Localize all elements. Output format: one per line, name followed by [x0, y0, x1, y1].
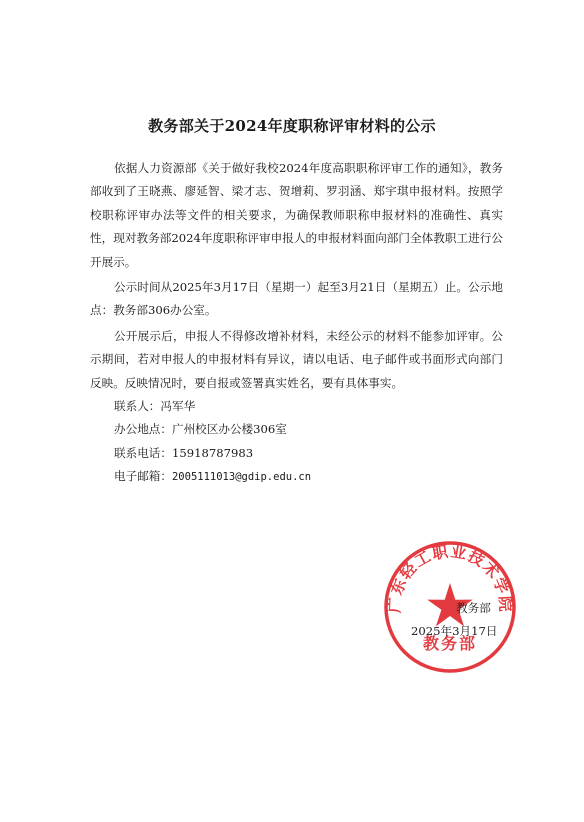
signature-date: 2025年3月17日	[411, 624, 498, 638]
seal-outer-text: 广东轻工职业技术学院	[384, 541, 516, 614]
official-seal	[380, 537, 520, 677]
contact-office: 办公地点：广州校区办公楼306室	[114, 422, 287, 437]
paragraph-objection: 公开展示后，申报人不得修改增补材料，未经公示的材料不能参加评审。公示期间，若对申报人的申报材料有异议，请以电话、电子邮件或书面形式向部门反映。反映情况时，要自报或签署真实姓名，要有具体事实。	[90, 328, 503, 390]
contact-email	[90, 465, 503, 489]
paragraph-intro: 依据人力资源部《关于做好我校2024年度高职职称评审工作的通知》，教务部收到了王晓燕、廖延智、梁才志、贺增莉、罗羽涵、郑宇琪申报材料。按照学校职称评审办法等文件的相关要求，为确保教师职称申报材料的准确性、真实性，现对教务部2024年度职称评审申报人的申报材料面向部门全体教职工进行公开展示。	[90, 161, 503, 269]
signature-department: 教务部	[456, 601, 491, 615]
contact-person: 联系人：冯军华	[114, 399, 196, 414]
document-title: 教务部关于2024年度职称评审材料的公示	[148, 117, 436, 135]
contact-email-value: 2005111013@gdip.edu.cn	[171, 471, 312, 484]
document-body	[90, 157, 503, 490]
contact-phone: 联系电话：15918787983	[114, 445, 254, 460]
seal-inner-text: 教务部	[422, 634, 478, 653]
paragraph-period: 公示时间从2025年3月17日（星期一）起至3月21日（星期五）止。公示地点：教务部306办公室。	[90, 280, 503, 318]
contact-email-label: 电子邮箱：	[114, 469, 172, 484]
